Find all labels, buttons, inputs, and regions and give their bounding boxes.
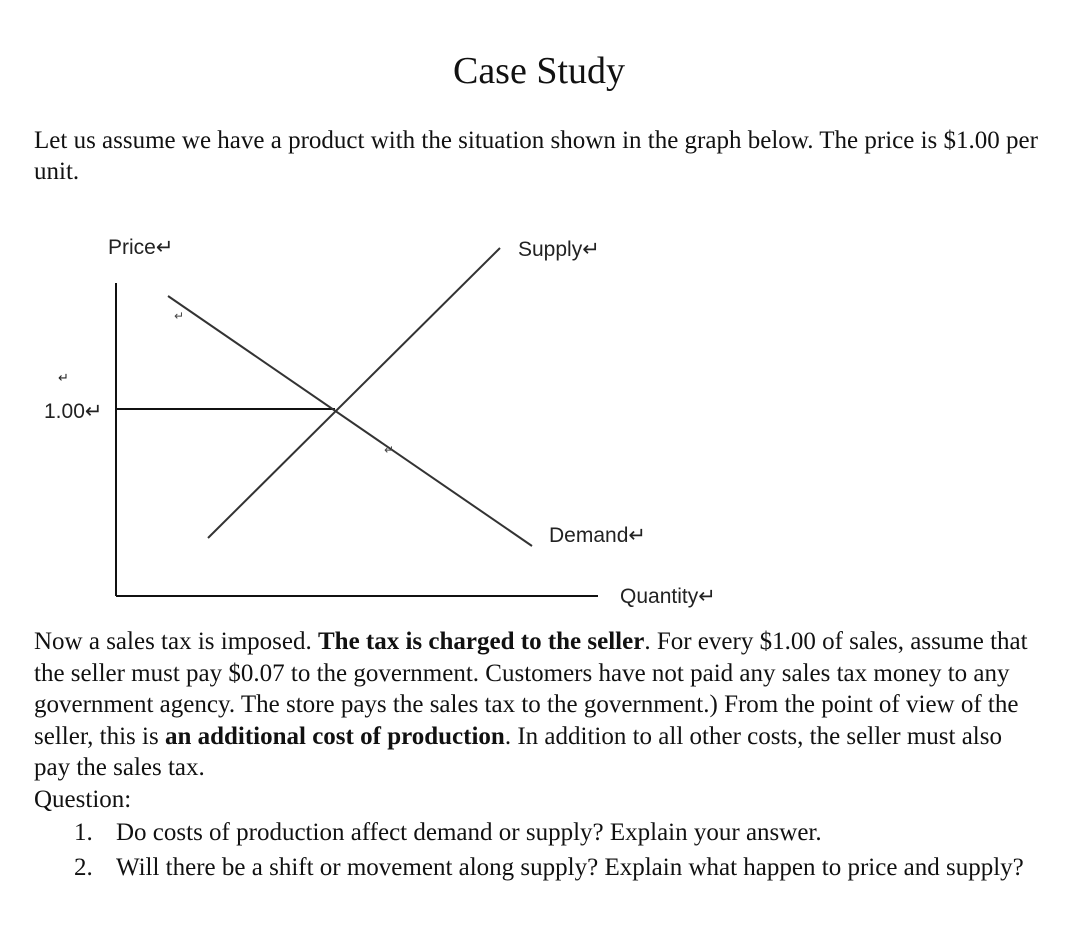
price-tick-label: 1.00↵ <box>44 400 103 423</box>
question-item-1 <box>74 815 1034 850</box>
chart-svg <box>0 220 1078 620</box>
question-list <box>74 815 1034 885</box>
supply-label: Supply↵ <box>518 238 600 261</box>
demand-label: Demand↵ <box>549 524 646 547</box>
tax-paragraph-part-3: . In addition to all other costs, the seller must also pay the sales tax. <box>34 722 1002 781</box>
price-axis-label: Price↵ <box>108 236 174 259</box>
question-text-2: Will there be a shift or movement along supply? Explain what happen to price and supply? <box>116 854 1024 881</box>
demand-mark-middle: ↵ <box>384 443 395 457</box>
stray-mark: ↵ <box>58 370 69 385</box>
question-text-1: Do costs of production affect demand or supply? Explain your answer. <box>116 819 822 846</box>
demand-curve <box>168 296 532 546</box>
tax-paragraph-bold-1: The tax is charged to the seller <box>317 628 645 655</box>
supply-demand-chart <box>0 220 1078 620</box>
tax-paragraph-bold-2: an additional cost of production <box>164 722 505 750</box>
question-heading: Question: <box>34 785 132 813</box>
tax-paragraph-part-2: . For every $1.00 of sales, assume that the seller must pay $0.07 to the government. Customers have not paid any sales tax money to any government agency. The store pays the sales tax to the government.) From the point of view of the seller, this is <box>34 628 1028 750</box>
tax-paragraph <box>34 626 1044 815</box>
question-number-2: 2. <box>74 854 93 881</box>
demand-mark-upper: ↵ <box>174 309 185 323</box>
question-item-2 <box>74 850 1034 885</box>
intro-paragraph: Let us assume we have a product with the situation shown in the graph below. The price is $1.00 per unit. <box>34 127 1038 185</box>
question-number-1: 1. <box>74 819 93 846</box>
page-title: Case Study <box>452 50 626 92</box>
tax-paragraph-part-1: Now a sales tax is imposed. <box>34 628 318 655</box>
quantity-axis-label: Quantity↵ <box>620 585 716 608</box>
